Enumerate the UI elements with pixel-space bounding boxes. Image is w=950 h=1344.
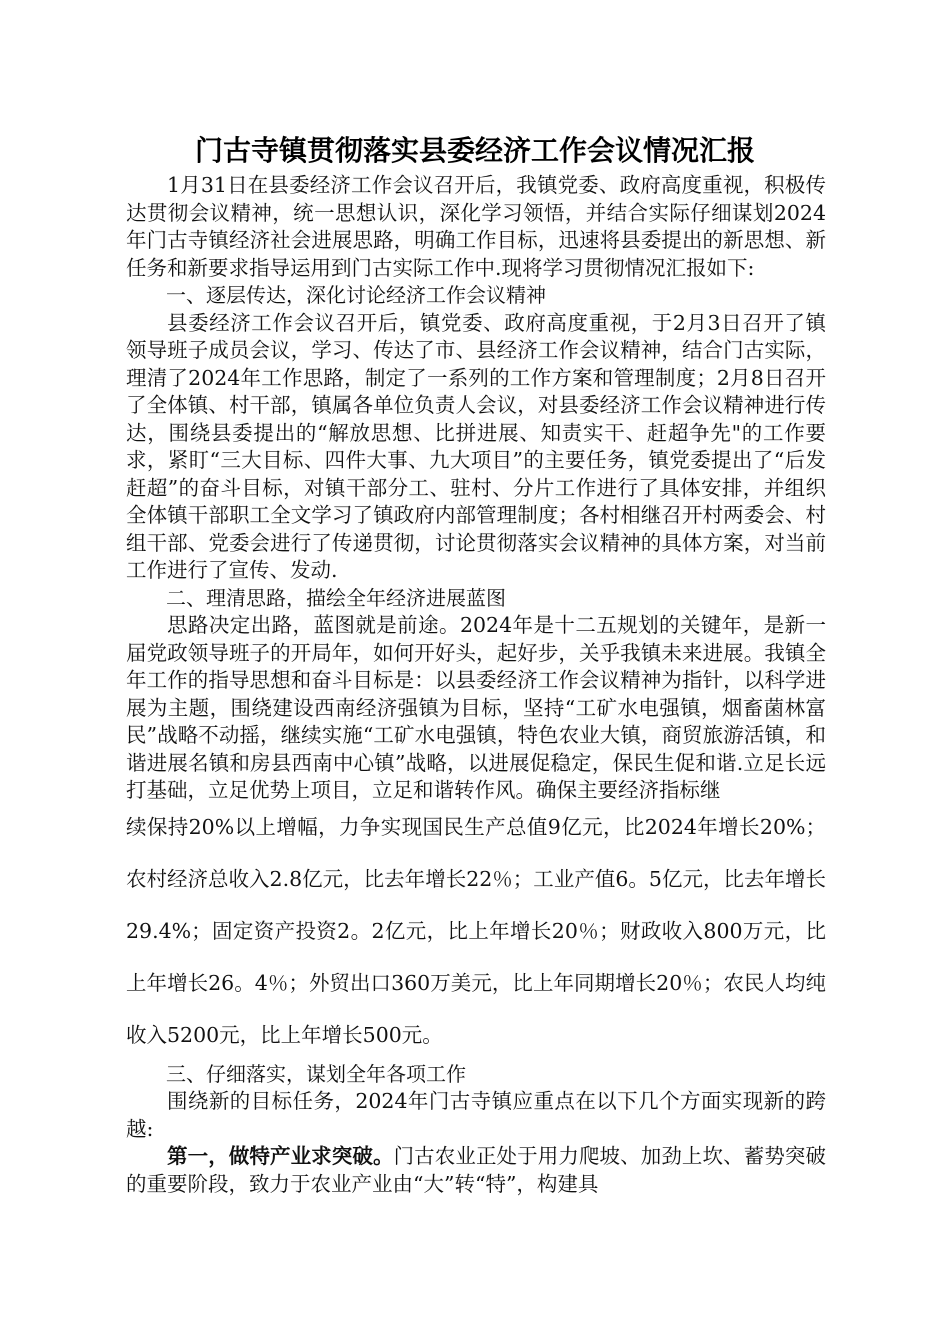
point-1-lead: 第一，做特产业求突破。 bbox=[167, 1144, 394, 1168]
document-body bbox=[126, 172, 826, 1198]
section-3-heading: 三、仔细落实，谋划全年各项工作 bbox=[166, 1061, 466, 1086]
section-3-paragraph: 围绕新的目标任务，2024年门古寺镇应重点在以下几个方面实现新的跨越: bbox=[126, 1089, 826, 1141]
document-title: 门古寺镇贯彻落实县委经济工作会议情况汇报 bbox=[194, 134, 755, 167]
point-1-paragraph bbox=[126, 1143, 826, 1198]
intro-paragraph: 1月31日在县委经济工作会议召开后，我镇党委、政府高度重视，积极传达贯彻会议精神，统一思想认识，深化学习领悟，并结合实际仔细谋划2024年门古寺镇经济社会进展思路，明确工作目标，迅速将县委提出的新思想、新任务和新要求指导运用到门古实际工作中.现将学习贯彻情况汇报如下: bbox=[126, 173, 826, 280]
section-2-heading: 二、理清思路，描绘全年经济进展蓝图 bbox=[166, 585, 506, 610]
economic-targets-paragraph: 续保持20%以上增幅，力争实现国民生产总值9亿元，比2024年增长20%；农村经济总收入2.8亿元，比去年增长22％；工业产值6。5亿元，比去年增长29.4%；固定资产投资2。2亿元，比上年增长20％；财政收入800万元，比上年增长26。4％；外贸出口360万美元，比上年同期增长20％；农民人均纯收入5200元，比上年增长500元。 bbox=[126, 814, 826, 1047]
point-1-text: 门古农业正处于用力爬坡、加劲上坎、蓄势突破的重要阶段，致力于农业产业由“大”转“特”，构建具 bbox=[126, 1144, 827, 1196]
section-2-paragraph: 思路决定出路，蓝图就是前途。2024年是十二五规划的关键年，是新一届党政领导班子的开局年，如何开好头，起好步，关乎我镇未来进展。我镇全年工作的指导思想和奋斗目标是：以县委经济工作会议精神为指针，以科学进展为主题，围绕建设西南经济强镇为目标，坚持“工矿水电强镇，烟畜菌林富民”战略不动摇，继续实施“工矿水电强镇，特色农业大镇，商贸旅游活镇，和谐进展名镇和房县西南中心镇”战略，以进展促稳定，保民生促和谐.立足长远打基础，立足优势上项目，立足和谐转作风。确保主要经济指标继 bbox=[126, 613, 826, 802]
section-1-paragraph: 县委经济工作会议召开后，镇党委、政府高度重视，于2月3日召开了镇领导班子成员会议，学习、传达了市、县经济工作会议精神，结合门古实际，理清了2024年工作思路，制定了一系列的工作方案和管理制度；2月8日召开了全体镇、村干部，镇属各单位负责人会议，对县委经济工作会议精神进行传达，围绕县委提出的“解放思想、比拼进展、知责实干、赶超争先"的工作要求，紧盯“三大目标、四件大事、九大项目”的主要任务，镇党委提出了“后发赶超”的奋斗目标，对镇干部分工、驻村、分片工作进行了具体安排，并组织全体镇干部职工全文学习了镇政府内部管理制度；各村相继召开村两委会、村组干部、党委会进行了传递贯彻，讨论贯彻落实会议精神的具体方案，对当前工作进行了宣传、发动. bbox=[126, 310, 826, 582]
section-1-heading: 一、逐层传达，深化讨论经济工作会议精神 bbox=[166, 283, 546, 307]
